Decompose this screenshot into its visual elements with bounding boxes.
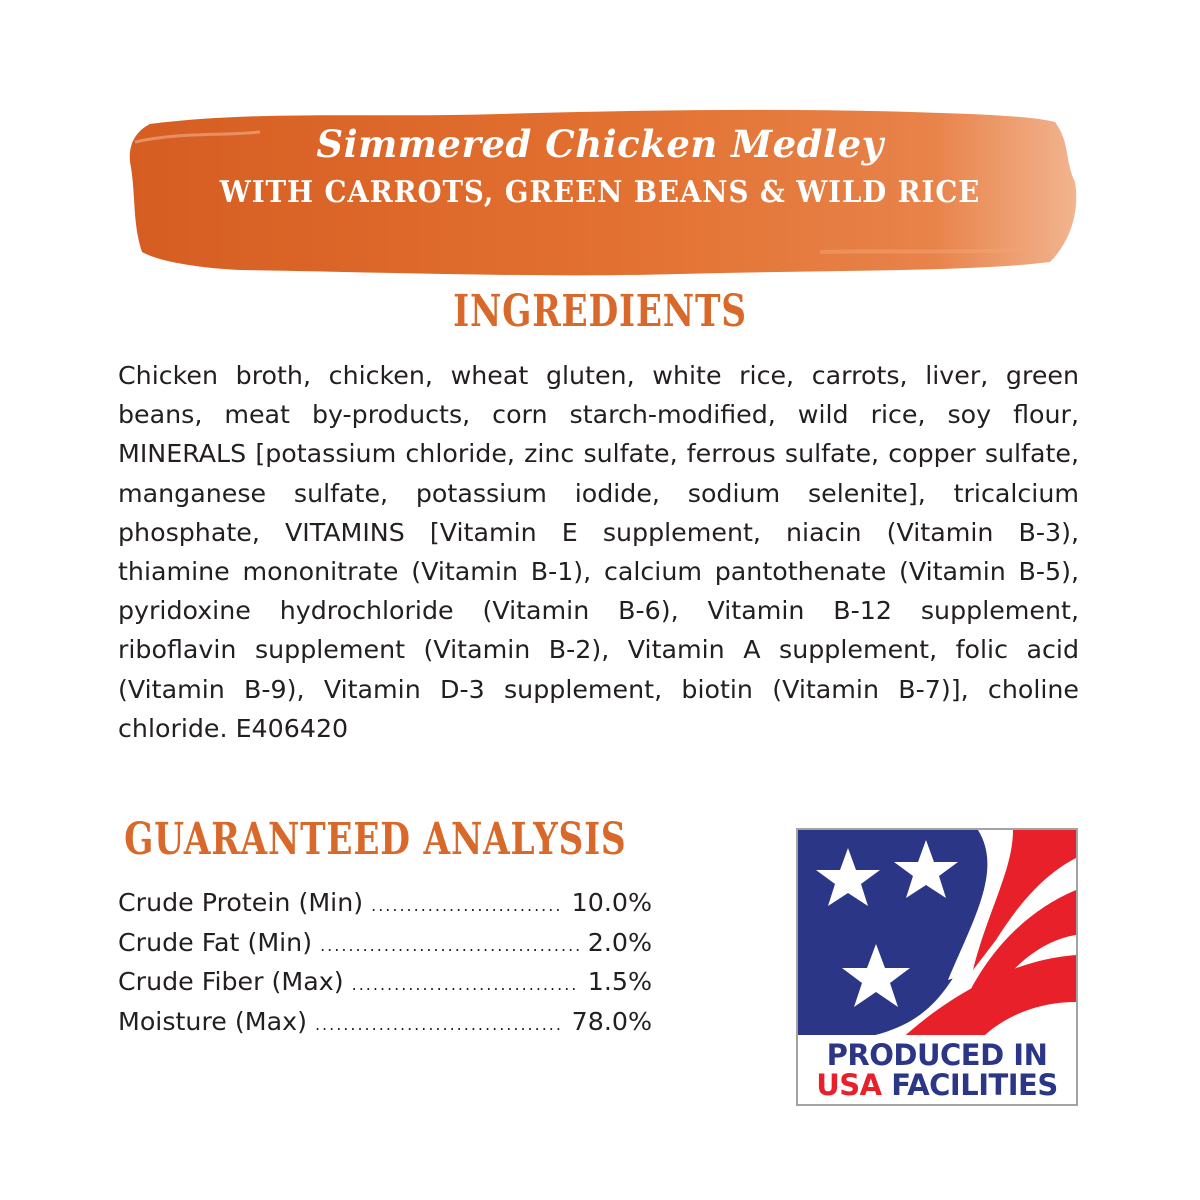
dot-leader [320, 926, 580, 966]
dot-leader [352, 965, 580, 1005]
analysis-label: Moisture (Max) [118, 1006, 307, 1036]
dot-leader [315, 1005, 564, 1045]
analysis-value: 10.0% [571, 888, 652, 917]
analysis-row [118, 962, 652, 1002]
guaranteed-analysis-heading: GUARANTEED ANALYSIS [124, 814, 627, 865]
analysis-table [118, 883, 652, 1041]
analysis-row [118, 883, 652, 923]
analysis-row [118, 923, 652, 963]
analysis-value: 2.0% [587, 927, 652, 957]
dot-leader [371, 886, 564, 926]
product-subtitle: WITH CARROTS, GREEN BEANS & WILD RICE [219, 175, 981, 210]
analysis-label: Crude Fiber (Max) [118, 967, 344, 996]
analysis-label: Crude Fat (Min) [118, 927, 313, 957]
analysis-value: 78.0% [571, 1006, 652, 1036]
produced-in-usa-badge [796, 828, 1078, 1106]
ingredients-text: Chicken broth, chicken, wheat gluten, white rice, carrots, liver, green beans, meat by-products, corn starch-modified, wild rice, soy flour, MINERALS [potassium chloride, zinc sulfate, ferrous sulfate, copper sulfate, manganese sulfate, potassium iodide, sodium selenite], tricalcium phosphate, VITAMINS [Vitamin E supplement, niacin (Vitamin B-3), thiamine mononitrate (Vitamin B-1), calcium pantothenate (Vitamin B-5), pyridoxine hydrochloride (Vitamin B-6), Vitamin B-12 supplement, riboflavin supplement (Vitamin B-2), Vitamin A supplement, folic acid (Vitamin B-9), Vitamin D-3 supplement, biotin (Vitamin B-7)], choline chloride. E406420 [118, 361, 1079, 743]
badge-line-usa-facilities [798, 1068, 1076, 1102]
analysis-label: Crude Protein (Min) [118, 888, 364, 917]
product-title: Simmered Chicken Medley [316, 122, 884, 166]
analysis-row [118, 1002, 652, 1042]
badge-facilities-word: FACILITIES [891, 1068, 1058, 1102]
badge-usa-word: USA [816, 1068, 882, 1102]
ingredients-heading: INGREDIENTS [453, 286, 747, 337]
badge-line-produced-in: PRODUCED IN [826, 1038, 1048, 1072]
analysis-value: 1.5% [587, 967, 652, 996]
